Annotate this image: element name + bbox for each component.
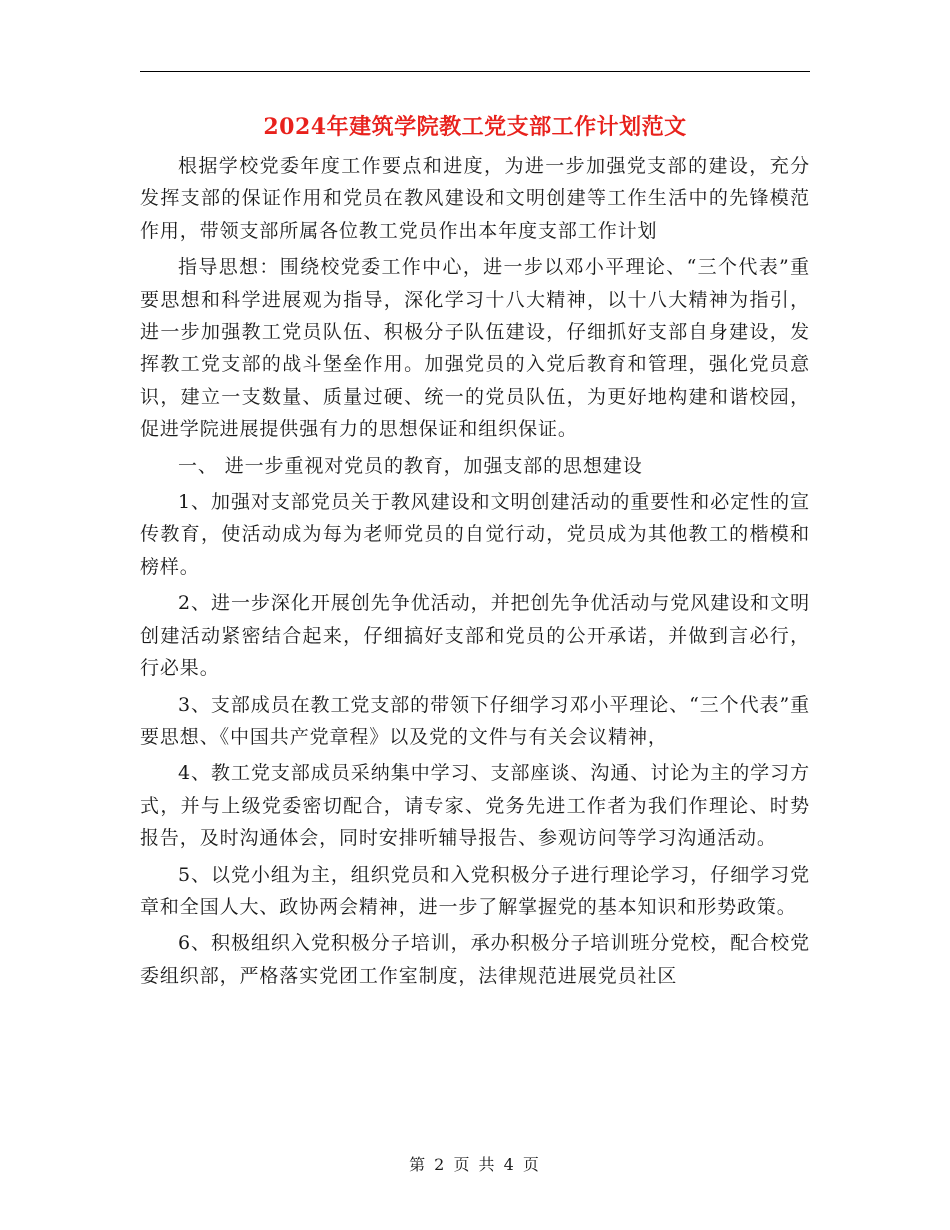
paragraph: 1、加强对支部党员关于教风建设和文明创建活动的重要性和必定性的宣传教育，使活动成为每为老师党员的自觉行动，党员成为其他教工的楷模和榜样。: [140, 491, 810, 578]
header-rule: [140, 71, 810, 72]
paragraph: 6、积极组织入党积极分子培训，承办积极分子培训班分党校，配合校党委组织部，严格落实党团工作室制度，法律规范进展党员社区: [140, 932, 810, 987]
document-body: [140, 150, 810, 996]
document-title: 2024年建筑学院教工党支部工作计划范文: [263, 114, 687, 140]
paragraph: 根据学校党委年度工作要点和进度，为进一步加强党支部的建设，充分发挥支部的保证作用和党员在教风建设和文明创建等工作生活中的先锋模范作用，带领支部所属各位教工党员作出本年度支部工作计划: [140, 155, 810, 242]
paragraph: 5、以党小组为主，组织党员和入党积极分子进行理论学习，仔细学习党章和全国人大、政协两会精神，进一步了解掌握党的基本知识和形势政策。: [140, 863, 810, 918]
paragraph: 4、教工党支部成员采纳集中学习、支部座谈、沟通、讨论为主的学习方式，并与上级党委密切配合，请专家、党务先进工作者为我们作理论、时势报告，及时沟通体会，同时安排听辅导报告、参观访问等学习沟通活动。: [140, 762, 810, 850]
paragraph: 指导思想：围绕校党委工作中心，进一步以邓小平理论、“三个代表”重要思想和科学进展观为指导，深化学习十八大精神，以十八大精神为指引，进一步加强教工党员队伍、积极分子队伍建设，仔细抓好支部自身建设，发挥教工党支部的战斗堡垒作用。加强党员的入党后教育和管理，强化党员意识，建立一支数量、质量过硬、统一的党员队伍，为更好地构建和谐校园，促进学院进展提供强有力的思想保证和组织保证。: [140, 256, 810, 441]
paragraph: 2、进一步深化开展创先争优活动，并把创先争优活动与党风建设和文明创建活动紧密结合起来，仔细搞好支部和党员的公开承诺，并做到言必行，行必果。: [140, 592, 810, 680]
section-heading: 一、 进一步重视对党员的教育，加强支部的思想建设: [178, 454, 643, 477]
paragraph: 3、支部成员在教工党支部的带领下仔细学习邓小平理论、“三个代表”重要思想、《中国共产党章程》以及党的文件与有关会议精神，: [140, 693, 810, 748]
page-indicator: 第 2 页 共 4 页: [409, 1155, 541, 1174]
